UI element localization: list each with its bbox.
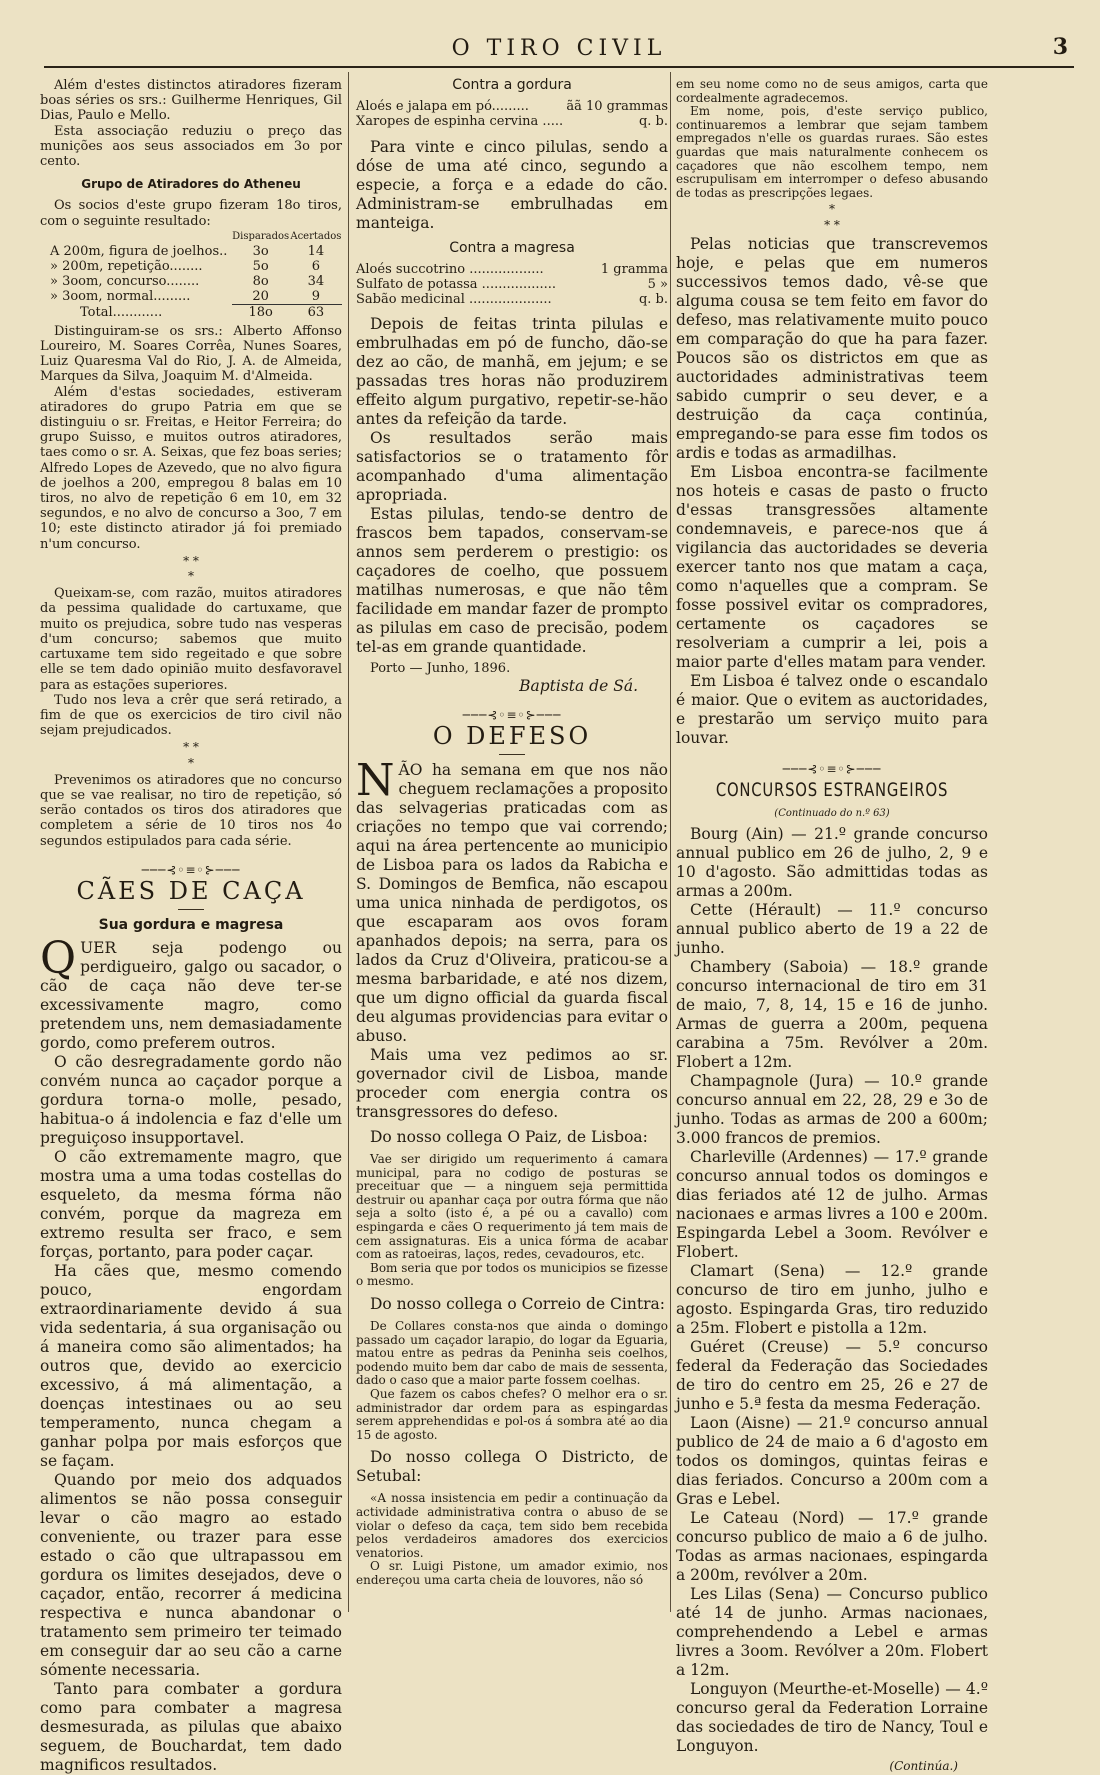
paragraph: Depois de feitas trinta pilulas e embrulhadas em pó de funcho, dão-se dez ao cão, de manhã, em jejum; e se passadas tres horas não produzirem effeito algum purgativo, repetir-se-hão antes da refeição da tarde. xyxy=(356,315,668,429)
column-1 xyxy=(40,78,342,1775)
ingredient: Aloés succotrino .................. xyxy=(356,261,544,277)
continues-note: (Continúa.) xyxy=(889,1759,958,1774)
column-2 xyxy=(356,78,668,1608)
table-row xyxy=(40,259,342,274)
paragraph: Do nosso collega o Correio de Cintra: xyxy=(370,1294,665,1313)
paragraph: Quando por meio dos adquados alimentos se não possa conseguir levar o cão magro ao estado conveniente, ou trazer para esse estado o cão que ultrapassou em gordura os limites desejados, deve o caçador, então, recorrer á medicina respectiva e nunca abandonar o tratamento sem primeiro ter teimado em conseguir dar ao seu cão a carne sómente necessaria. xyxy=(40,1471,342,1680)
quantity: 5 » xyxy=(647,277,668,293)
paragraph: Além d'estes distinctos atiradores fizeram boas séries os srs.: Guilherme Henriques, Gil Dias, Paulo e Mello. xyxy=(40,78,342,124)
recipe-line xyxy=(356,114,668,129)
continuation-note: (Continuado do n.º 63) xyxy=(774,808,890,820)
recipe-heading: Contra a magresa xyxy=(449,239,575,256)
paragraph: O cão desregradamente gordo não convém nunca ao caçador porque a gordura torna-o molle, pesado, habitua-o á indolencia e faz d'elle um preguiçoso insupportavel. xyxy=(40,1053,342,1148)
contest-item: Les Lilas (Sena) — Concurso publico até 14 de junho. Armas nacionaes, comprehendendo a Lebel e armas livres a 3oom. Revólver a 20m. Flobert a 12m. xyxy=(676,1585,988,1680)
quoted-paragraph: De Collares consta-nos que ainda o domingo passado um caçador larapio, do logar da Eguaria, matou entre as pedras da Peninha seis coelhos, podendo muito bem dar cabo de mais de sessenta, dado o caso que a maior parte fossem coelhas. xyxy=(356,1318,668,1388)
paragraph: Queixam-se, com razão, muitos atiradores da pessima qualidade do cartuxame, que muito os prejudica, sobre tudo nas vesperas d'um concurso; sabemos que muito cartuxame tem sido regeitado e que sobre elle se tem dado opinião muito desfavoravel para as estações superiores. xyxy=(40,586,342,693)
paragraph: Do nosso collega O Paiz, de Lisboa: xyxy=(370,1128,648,1147)
recipe-line xyxy=(356,99,668,114)
section-subtitle: Sua gordura e magresa xyxy=(98,917,284,934)
contest-item: Le Cateau (Nord) — 17.º grande concurso publico de maio a 6 de julho. Todas as armas nacionaes, espingarda a 200m, revólver a 20m. xyxy=(676,1509,988,1585)
ingredient: Sulfato de potassa .................. xyxy=(356,277,557,293)
table-cell: A 200m, figura de joelhos.. xyxy=(50,243,228,259)
paragraph: Distinguiram-se os srs.: Alberto Affonso Loureiro, M. Soares Corrêa, Nunes Soares, Luiz Quaresma Val do Rio, J. A. de Almeida, Marques da Silva, Joaquim M. d'Almeida. xyxy=(40,323,342,385)
page-header xyxy=(44,30,1074,68)
paragraph: Ha cães que, mesmo comendo pouco, engordam extraordinariamente devido á sua vida sedentaria, á sua organisação ou á maneira como são alimentados; ha outros que, devido ao exercicio excessivo, á má alimentação, a doenças intestinaes ou ao seu temperamento, nunca chegam a ganhar polpa por mais esforços que se façam. xyxy=(40,1262,342,1471)
paragraph: Do nosso collega O Districto, de Setubal: xyxy=(356,1448,668,1486)
quantity: ãã 10 grammas xyxy=(566,99,668,115)
paragraph: Os socios d'este grupo fizeram 18o tiros, com o seguinte resultado: xyxy=(40,198,342,229)
quoted-paragraph: em seu nome como no de seus amigos, carta que cordealmente agradecemos. xyxy=(676,77,988,105)
table-cell: 5o xyxy=(252,258,269,274)
table-cell: 34 xyxy=(307,273,325,289)
column-header: Acertados xyxy=(290,230,342,242)
column-3 xyxy=(676,77,988,1774)
column-rule xyxy=(670,72,671,1612)
short-rule xyxy=(499,754,525,755)
recipe-line xyxy=(356,262,668,277)
ornament-divider: ───⊰◦≡◦⊱─── xyxy=(782,761,882,776)
table-cell: Total............ xyxy=(80,304,163,320)
table-cell: 8o xyxy=(252,273,269,289)
paragraph: Tudo nos leva a crêr que será retirado, a fim de que os exercicios de tiro civil não sejam prejudicados. xyxy=(40,692,342,739)
quantity: q. b. xyxy=(638,292,668,308)
quoted-paragraph: Vae ser dirigido um requerimento á camara municipal, para no codigo de posturas se preceituar que — a ninguem seja permittida destruir ou apanhar caça por outra fórma que não seja a solto (isto é, a pé ou a cavallo) com espingarda e cães O requerimento já tem mais de cem assignaturas. Eis a unica fórma de acabar com as ratoeiras, laços, redes, cevadouros, etc. xyxy=(356,1152,668,1262)
contest-item: Cette (Hérault) — 11.º concurso annual publico aberto de 19 a 22 de junho. xyxy=(676,901,988,958)
table-cell: 6 xyxy=(311,258,321,274)
quoted-paragraph: Bom seria que por todos os municipios se fizesse o mesmo. xyxy=(356,1260,668,1289)
ornament-divider: ───⊰◦≡◦⊱─── xyxy=(141,862,241,877)
quantity: 1 gramma xyxy=(600,261,668,277)
ingredient: Aloés e jalapa em pó......... xyxy=(356,99,529,115)
results-table xyxy=(40,229,342,320)
paragraph: Prevenimos os atiradores que no concurso que se vae realisar, no tiro de repetição, só serão contados os tiros dos atiradores que completem a série de 10 tiros nos 4o segundos estipulados para cada série. xyxy=(40,772,342,849)
page-number: 3 xyxy=(1052,34,1068,60)
contest-item: Clamart (Sena) — 12.º grande concurso de tiro em junho, julho e agosto. Espingarda Gras, tiro reduzido a 25m. Flobert e pistolla a 12m. xyxy=(676,1262,988,1338)
paragraph: ÃO ha semana em que nos não cheguem reclamações a proposito das selvagerias praticadas com as criações no tempo que vai correndo; aqui na área pertencente ao municipio de Lisboa para os lados da Rabicha e S. Domingos de Bemfica, não escapou uma unica ninhada de perdigotos, os que escaparam aos ovos foram apanhados depois; na serra, para os lados da Cruz d'Oliveira, praticou-se a mesma barbaridade, e até nos dizem, que um digno official da guarda fiscal deu algumas providencias para evitar o abuso. xyxy=(356,761,668,1046)
group-heading: Grupo de Atiradores do Atheneu xyxy=(81,177,301,192)
table-cell: 14 xyxy=(307,243,325,259)
table-cell: 9 xyxy=(290,289,342,305)
drop-cap: Q xyxy=(40,933,77,985)
recipe-line xyxy=(356,277,668,292)
table-cell: 3o xyxy=(252,243,269,259)
recipe-line xyxy=(356,292,668,307)
quoted-paragraph: O sr. Luigi Pistone, um amador eximio, nos endereçou uma carta cheia de louvores, não só xyxy=(356,1559,668,1587)
quoted-paragraph: «A nossa insistencia em pedir a continuação da actividade administrativa contra o abuso de se violar o defeso da caça, tem sido bem recebida pelos verdadeiros amadores dos exercicios venatorios. xyxy=(356,1491,668,1560)
paragraph: Em Lisboa encontra-se facilmente nos hoteis e casas de pasto o fructo d'essas transgressões altamente condemnaveis, e parece-nos que á vigilancia das auctoridades se deveria exercer tanto nos que matam a caça, como n'aquelles que a compram. Se fosse possivel evitar os compradores, certamente os caçadores se resolveriam a cumprir a lei, pois a maior parte d'elles matam para vender. xyxy=(676,462,988,671)
contest-item: Bourg (Ain) — 21.º grande concurso annual publico em 26 de julho, 2, 9 e 10 d'agosto. São admittidas todas as armas a 200m. xyxy=(676,825,988,901)
paragraph: Além d'estas sociedades, estiveram atiradores do grupo Patria em que se distinguiu o sr. Freitas, e Heitor Ferreira; do grupo Suisso, e muitos outros atiradores, taes como o sr. A. Seixas, que fez boas series; Alfredo Lopes de Azevedo, que no alvo figura de joelhos a 200, empregou 8 balas em 10 tiros, no alvo de repetição 6 em 10, em 32 segundos, e no alvo de concurso a 3oo, 7 em 10; este distincto atirador já foi premiado n'um concurso. xyxy=(40,384,342,552)
ornament-divider: ───⊰◦≡◦⊱─── xyxy=(462,707,562,722)
contest-item: Guéret (Creuse) — 5.º concurso federal da Federação das Sociedades de tiro do centro em 25, 26 e 27 de junho e 5.ª festa da mesma Federação. xyxy=(676,1338,988,1414)
table-row xyxy=(40,289,342,305)
table-cell: » 200m, repetição........ xyxy=(50,258,203,274)
stars-separator: * * * xyxy=(183,553,199,584)
table-row xyxy=(40,244,342,259)
ingredient: Xaropes de espinha cervina ..... xyxy=(356,114,564,130)
contest-item: Chambery (Saboia) — 18.º grande concurso internacional de tiro em 31 de maio, 7, 8, 14, 15 e 16 de junho. Armas de guerra a 200m, pequena carabina a 75m. Revólver a 20m. Flobert a 12m. xyxy=(676,958,988,1072)
quoted-paragraph: Em nome, pois, d'este serviço publico, continuaremos a lembrar que sejam tambem empregados n'elle os guardas ruraes. São estes guardas que mais naturalmente conhecem os caçadores que não escolhem tempo, nem escrupulisam em interromper o defeso abusando de todas as prescripções legaes. xyxy=(676,104,988,200)
paragraph: Tanto para combater a gordura como para combater a magresa desmesurada, as pilulas que abaixo seguem, de Bouchardat, tem dado magnificos resultados. xyxy=(40,1680,342,1775)
quantity: q. b. xyxy=(638,114,668,130)
column-header: Disparados xyxy=(232,230,290,242)
dateline: Porto — Junho, 1896. xyxy=(370,661,511,677)
stars-separator: * * * xyxy=(183,740,199,770)
stars-separator: * * * xyxy=(824,202,840,232)
contest-item: Charleville (Ardennes) — 17.º grande concurso annual todos os domingos e dias feriados até 12 de julho. Armas nacionaes e armas livres a 100 e 200m. Espingarda Lebel a 3oom. Revólver e Flobert. xyxy=(676,1148,988,1262)
paragraph: Para vinte e cinco pilulas, sendo a dóse de uma até cinco, segundo a especie, a força e a edade do cão. Administram-se embrulhadas em manteiga. xyxy=(356,137,668,232)
column-rule xyxy=(348,72,349,1612)
section-title: CONCURSOS ESTRANGEIROS xyxy=(715,778,949,801)
recipe-heading: Contra a gordura xyxy=(452,77,572,93)
contest-item: Longuyon (Meurthe-et-Moselle) — 4.º concurso geral da Federation Lorraine das sociedades de tiro de Nancy, Toul e Longuyon. xyxy=(676,1680,988,1756)
paragraph: Estas pilulas, tendo-se dentro de frascos bem tapados, conservam-se annos sem perderem o prestigio: os caçadores de coelho, que possuem matilhas numerosas, e que não têm facilidade em mandar fazer de prompto as pilulas em caso de precisão, podem tel-as em grande quantidade. xyxy=(356,505,668,657)
contest-item: Champagnole (Jura) — 10.º grande concurso annual em 22, 28, 29 e 3o de junho. Todas as armas de 200 a 600m; 3.000 francos de premios. xyxy=(676,1072,988,1148)
table-row xyxy=(40,274,342,289)
table-cell: 63 xyxy=(307,304,325,320)
table-row xyxy=(40,304,342,320)
quoted-paragraph: Que fazem os cabos chefes? O melhor era o sr. administrador dar ordem para as espingardas serem apprehendidas e pol-os á sombra até ao dia 15 de agosto. xyxy=(356,1386,668,1442)
drop-cap: N xyxy=(356,755,395,807)
section-title: O DEFESO xyxy=(432,721,592,750)
paragraph: Pelas noticias que transcrevemos hoje, e pelas que em numeros successivos temos dado, vê-se que alguma cousa se tem feito em favor do defeso, mas relativamente muito pouco em comparação do que ha para fazer. Poucos são os districtos em que as auctoridades administrativas teem sabido cumprir o seu dever, e a destruição da caça continúa, empregando-se para esse fim todos os ardis e todas as armadilhas. xyxy=(676,234,988,462)
paragraph: O cão extremamente magro, que mostra uma a uma todas costellas do esqueleto, da mesma fórma não convém, porque da magreza em extremo resulta ser fraco, e sem forças, portanto, para poder caçar. xyxy=(40,1148,342,1262)
table-cell: » 3oom, normal......... xyxy=(50,289,191,305)
table-cell: » 3oom, concurso........ xyxy=(50,273,200,289)
ingredient: Sabão medicinal .................... xyxy=(356,292,552,308)
newspaper-title: O TIRO CIVIL xyxy=(451,36,667,61)
table-cell: 18o xyxy=(248,304,273,320)
paragraph: UER seja podengo ou perdigueiro, galgo ou sacador, o cão de caça não deve ter-se excessivamente magro, como pretendem uns, nem demasiadamente gordo, como preferem outros. xyxy=(40,939,342,1053)
section-title: CÃES DE CAÇA xyxy=(76,876,306,905)
signature: Baptista de Sá. xyxy=(519,676,638,695)
table-header-row xyxy=(40,229,342,244)
paragraph: Esta associação reduziu o preço das munições aos seus associados em 3o por cento. xyxy=(40,123,342,170)
table-cell: 20 xyxy=(232,289,290,305)
paragraph: Mais uma vez pedimos ao sr. governador civil de Lisboa, mande proceder com energia contra os transgressores do defeso. xyxy=(356,1046,668,1122)
short-rule xyxy=(178,909,204,910)
contest-item: Laon (Aisne) — 21.º concurso annual publico de 24 de maio a 6 d'agosto em todos os domingos, quintas feiras e dias feriados. Concurso a 200m com a Gras e Lebel. xyxy=(676,1414,988,1509)
paragraph: Em Lisboa é talvez onde o escandalo é maior. Que o evitem as auctoridades, e prestarão um serviço muito para louvar. xyxy=(676,671,988,747)
paragraph: Os resultados serão mais satisfactorios se o tratamento fôr acompanhado d'uma alimentação apropriada. xyxy=(356,429,668,505)
